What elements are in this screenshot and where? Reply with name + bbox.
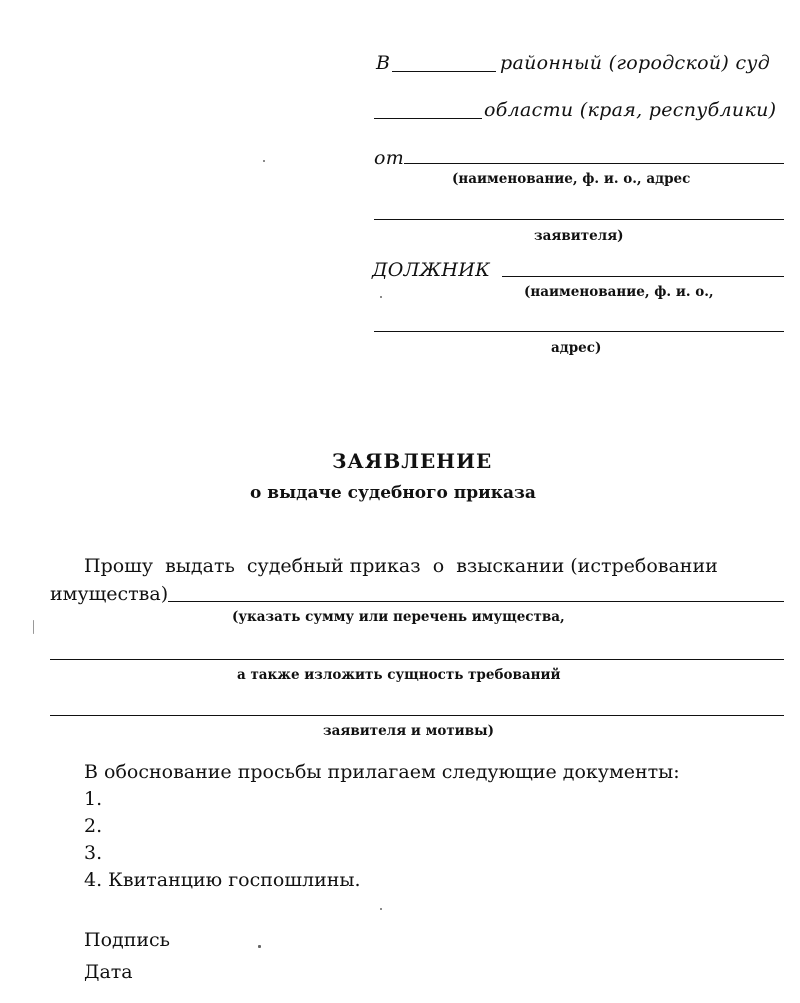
- applicant-hint-1: (наименование, ф. и. о., адрес: [452, 171, 691, 187]
- request-hint-3: заявителя и мотивы): [323, 723, 494, 739]
- document-title: ЗАЯВЛЕНИЕ: [332, 449, 493, 473]
- request-line-1: Прошу выдать судебный приказ о взыскании (истребовании: [84, 555, 718, 577]
- court-name-field[interactable]: [392, 71, 496, 72]
- document-subtitle: о выдаче судебного приказа: [250, 483, 536, 503]
- region-name-field[interactable]: [374, 118, 482, 119]
- region-suffix: области (края, республики): [484, 99, 777, 121]
- debtor-hint-1: (наименование, ф. и. о.,: [524, 284, 714, 300]
- request-field-line-1[interactable]: [168, 601, 784, 602]
- applicant-hint-2: заявителя): [534, 228, 624, 244]
- attachment-item-2: 2.: [84, 815, 103, 837]
- attachments-intro: В обоснование просьбы прилагаем следующие документы:: [84, 761, 680, 783]
- request-hint-2: а также изложить сущность требований: [237, 667, 561, 683]
- request-field-line-3[interactable]: [50, 715, 784, 716]
- signature-label: Подпись: [84, 929, 171, 951]
- date-label: Дата: [84, 961, 133, 983]
- debtor-prefix: ДОЛЖНИК: [372, 259, 491, 281]
- scan-speck: [263, 160, 265, 162]
- attachment-item-4: 4. Квитанцию госпошлины.: [84, 869, 361, 891]
- scan-speck: [33, 620, 34, 634]
- court-prefix: В: [376, 52, 391, 74]
- attachment-item-3: 3.: [84, 842, 103, 864]
- debtor-field-line-2[interactable]: [374, 331, 784, 332]
- scan-speck: [380, 296, 382, 298]
- scan-speck: [380, 908, 382, 910]
- debtor-field-line-1[interactable]: [502, 276, 784, 277]
- from-prefix: от: [374, 147, 405, 169]
- court-suffix: районный (городской) суд: [500, 52, 771, 74]
- scan-speck: [258, 945, 261, 948]
- request-hint-1: (указать сумму или перечень имущества,: [232, 609, 565, 625]
- request-line-2-prefix: имущества): [50, 583, 169, 605]
- applicant-field-line-1[interactable]: [404, 163, 784, 164]
- applicant-field-line-2[interactable]: [374, 219, 784, 220]
- request-field-line-2[interactable]: [50, 659, 784, 660]
- attachment-item-1: 1.: [84, 788, 103, 810]
- debtor-hint-2: адрес): [551, 340, 602, 356]
